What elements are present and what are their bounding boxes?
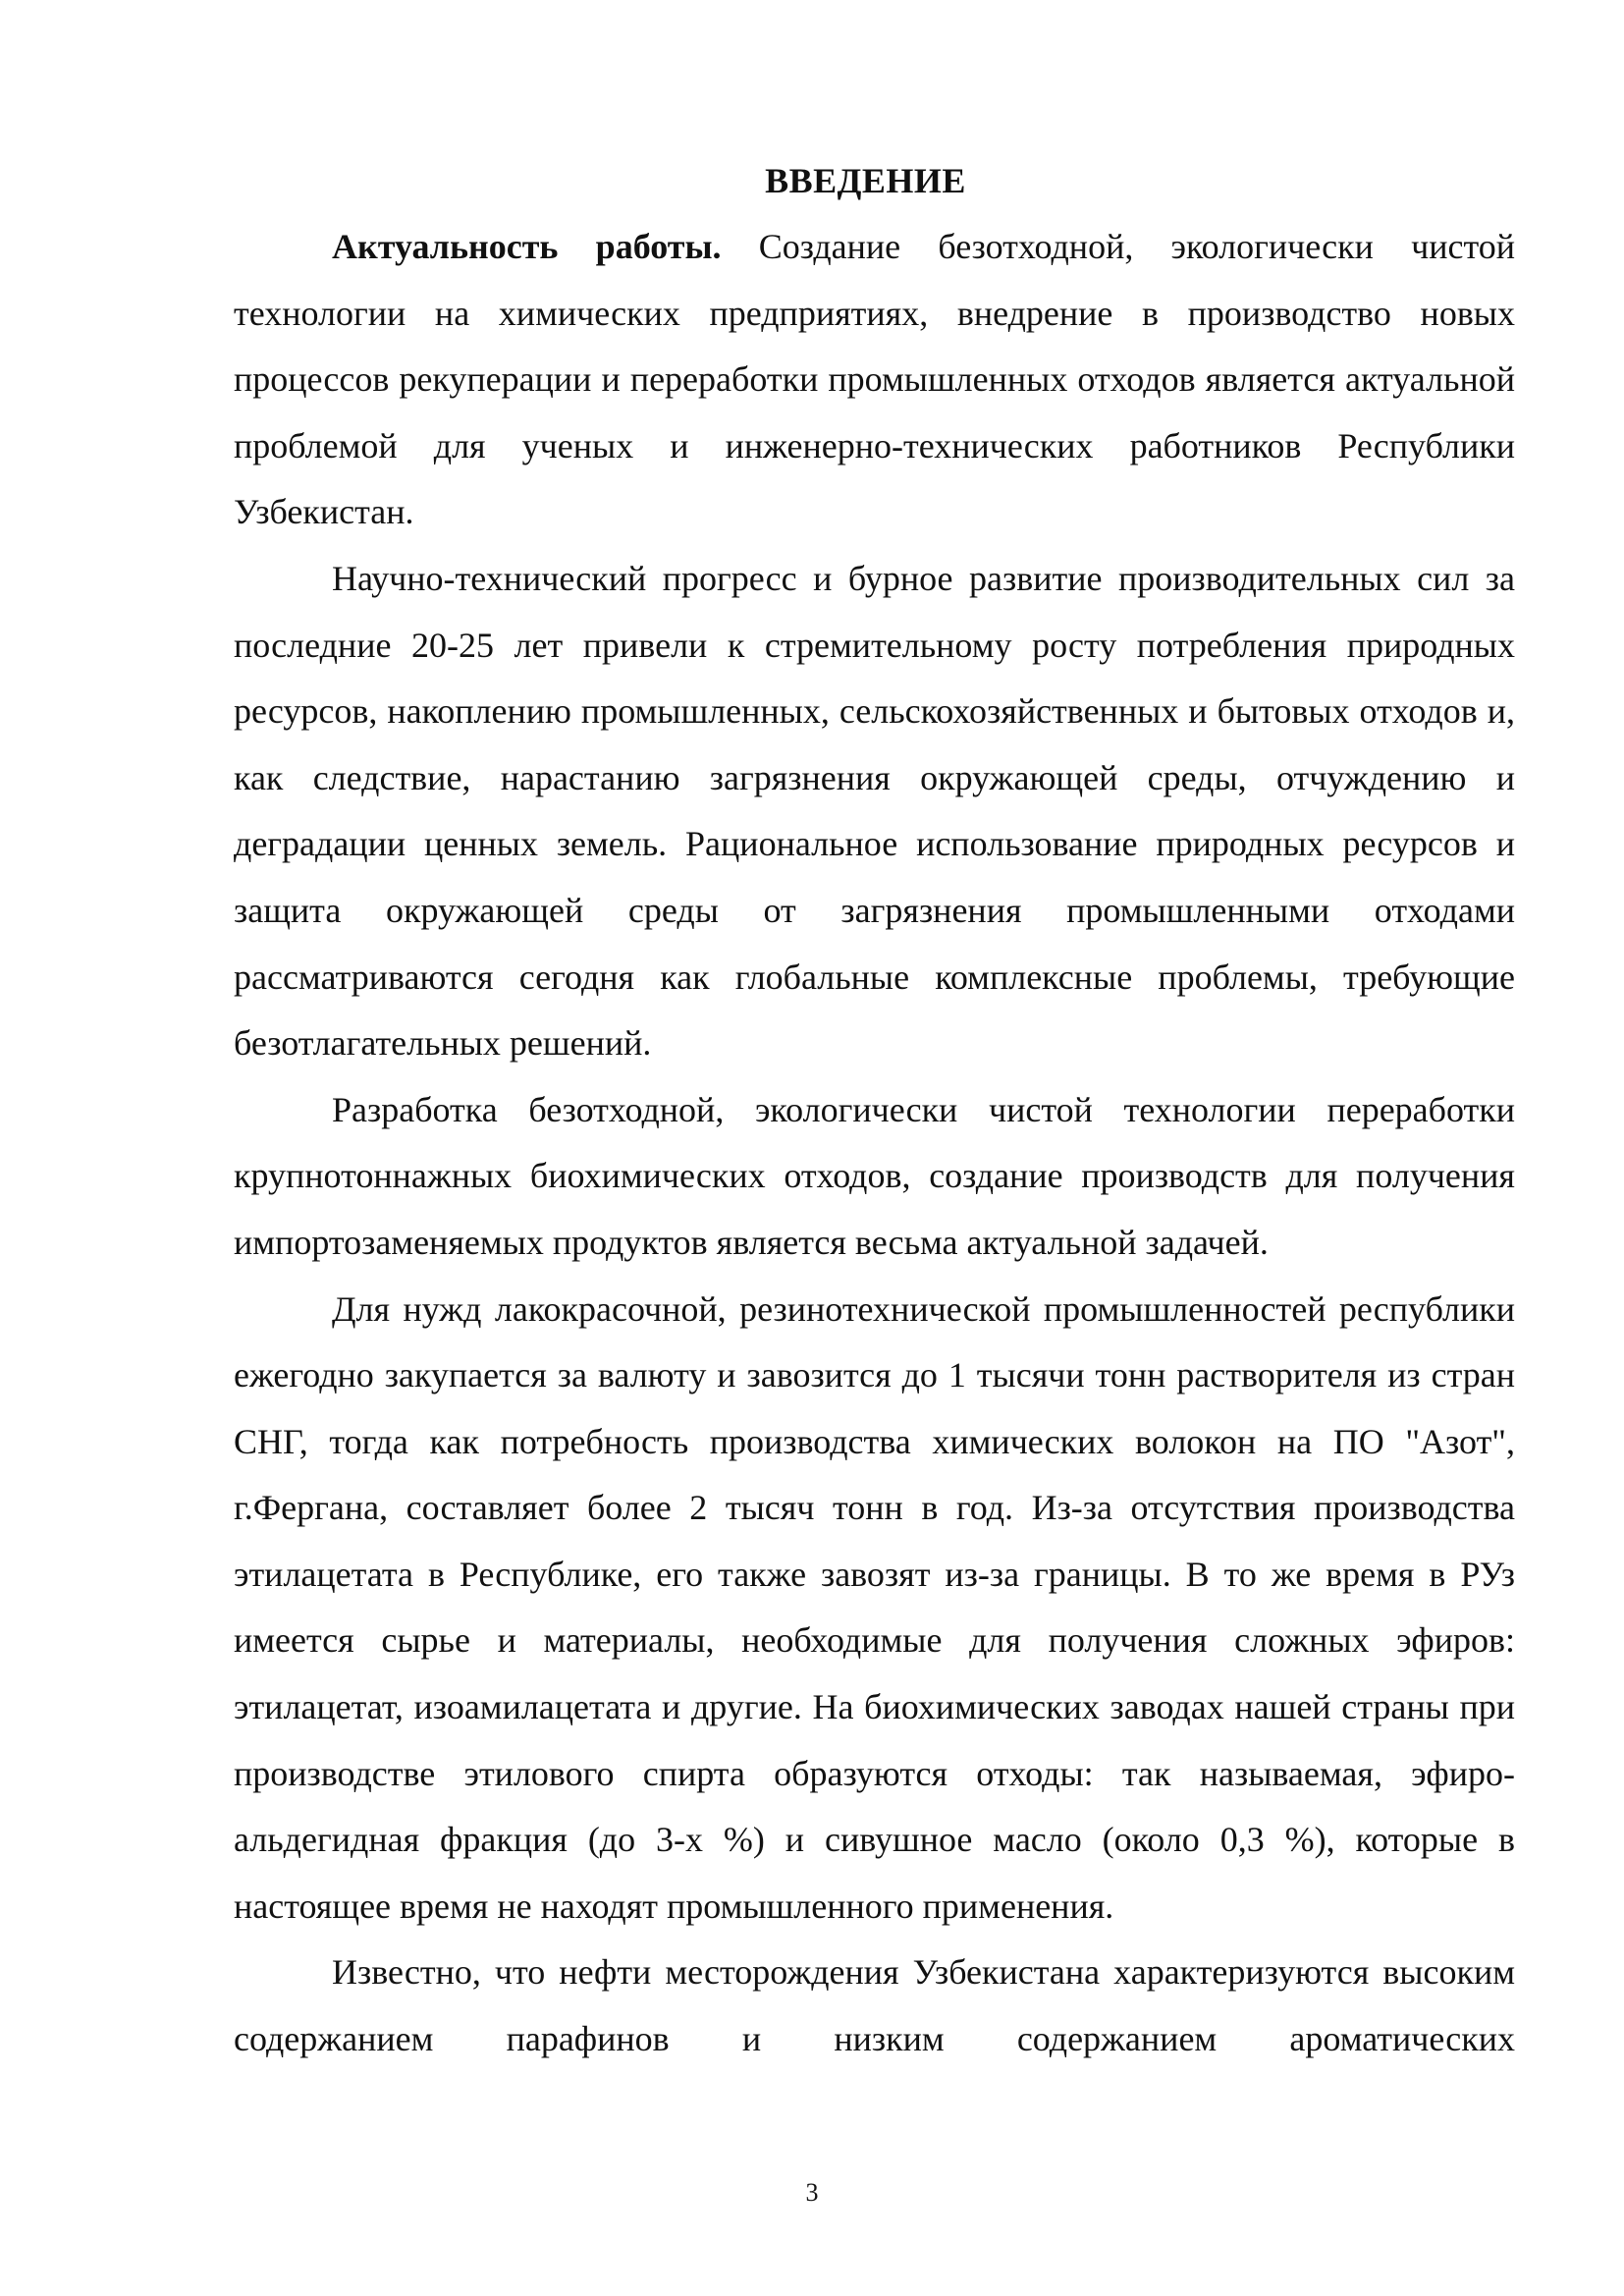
section-heading: ВВЕДЕНИЕ: [765, 161, 966, 200]
paragraph-development: Разработка безотходной, экологически чистой технологии переработки крупнотоннажных биохимических отходов, создание производств для получения импортозаменяемых продуктов является весьма актуальной задачей.: [234, 1089, 1515, 1262]
paragraph-relevance: [234, 214, 1515, 546]
paragraph-lead-bold: Актуальность работы.: [332, 227, 722, 266]
paragraph-progress: Научно-технический прогресс и бурное развитие производительных сил за последние 20-25 лет привели к стремительному росту потребления природных ресурсов, накоплению промышленных, сельскохозяйственных и бытовых отходов и, как следствие, нарастанию загрязнения окружающей среды, отчуждению и деградации ценных земель. Рациональное использование природных ресурсов и защита окружающей среды от загрязнения промышленными отходами рассматриваются сегодня как глобальные комплексные проблемы, требующие безотлагательных решений.: [234, 558, 1515, 1064]
page-number: 3: [805, 2178, 819, 2207]
paragraph-solvent-needs: Для нужд лакокрасочной, резинотехнической промышленностей республики ежегодно закупается за валюту и завозится до 1 тысячи тонн растворителя из стран СНГ, тогда как потребность производства химических волокон на ПО "Азот", г.Фергана, составляет более 2 тысяч тонн в год. Из-за отсутствия производства этилацетата в Республике, его также завозят из-за границы. В то же время в РУз имеется сырье и материалы, необходимые для получения сложных эфиров: этилацетат, изоамилацетата и другие. На биохимических заводах нашей страны при производстве этилового спирта образуются отходы: так называемая, эфиро-альдегидная фракция (до 3-х %) и сивушное масло (около 0,3 %), которые в настоящее время не находят промышленного применения.: [234, 1288, 1515, 1926]
paragraph-oil: Известно, что нефти месторождения Узбекистана характеризуются высоким содержанием парафинов и низким содержанием ароматических: [234, 1952, 1515, 2059]
paragraph-text: Создание безотходной, экологически чистой технологии на химических предприятиях, внедрение в производство новых процессов рекуперации и переработки промышленных отходов является актуальной проблемой для ученых и инженерно-технических работников Республики Узбекистан.: [234, 227, 1515, 532]
document-body: [234, 147, 1515, 2073]
